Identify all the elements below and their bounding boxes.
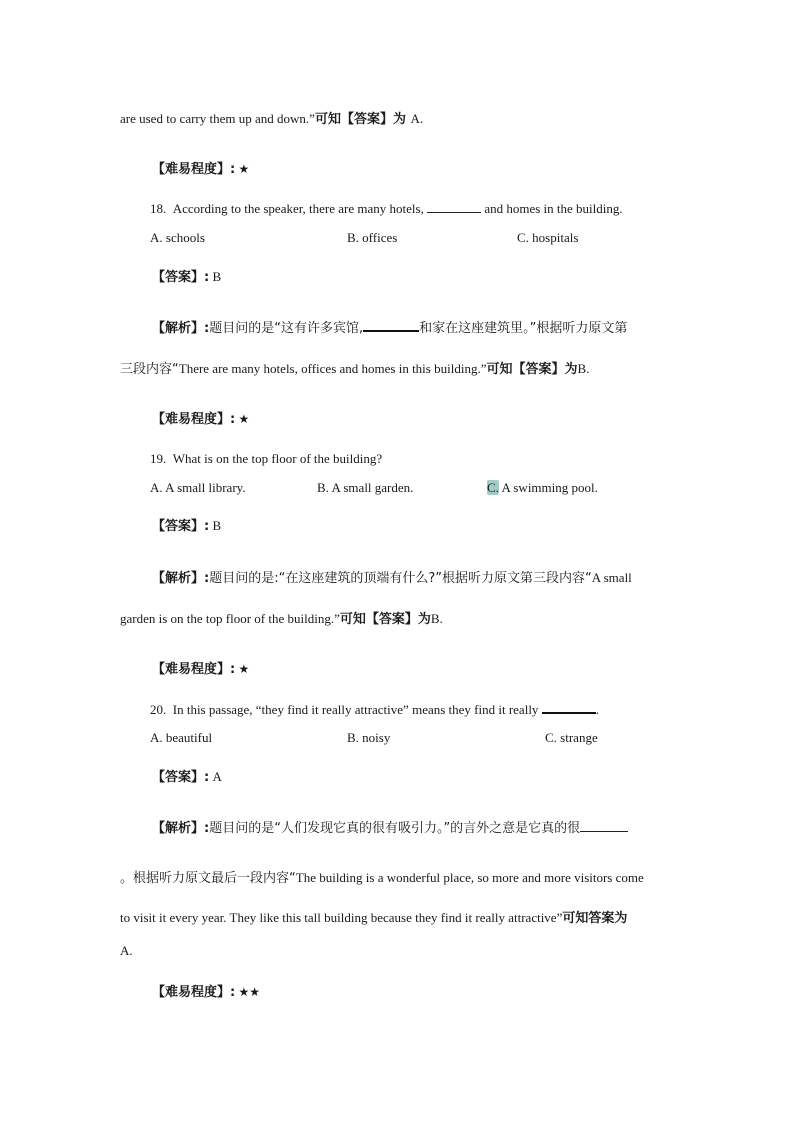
- explanation-conclusion: 可知答案为: [562, 911, 628, 926]
- answer-value: A: [212, 769, 222, 784]
- answer-value: B: [212, 269, 222, 284]
- answer-line: [152, 517, 221, 536]
- explanation-continuation: [120, 909, 627, 928]
- question-number: 18.: [150, 201, 167, 216]
- continuation-chinese: 可知【答案】为: [314, 112, 411, 127]
- continuation-line: [120, 110, 423, 129]
- option-c: C. strange: [545, 730, 598, 745]
- answer-blank: [542, 700, 596, 714]
- explanation-conclusion: 可知【答案】为: [486, 362, 578, 377]
- difficulty-stars: ★★: [238, 985, 260, 999]
- option-a: A. beautiful: [150, 730, 213, 745]
- answer-label: 【答案】:: [152, 519, 210, 534]
- difficulty-line: [152, 160, 249, 179]
- question-number: 20.: [150, 702, 167, 717]
- difficulty-label: 【难易程度】:: [152, 985, 236, 1000]
- difficulty-label: 【难易程度】:: [152, 662, 236, 677]
- answer-blank: [427, 200, 481, 213]
- difficulty-label: 【难易程度】:: [152, 412, 236, 427]
- explanation-quote: to visit it every year. They like this tall building because they find it really attractive”: [120, 910, 563, 925]
- answer-line: [152, 768, 222, 787]
- explanation-text: 。根据听力原文最后一段内容“: [120, 871, 296, 886]
- difficulty-stars: ★: [238, 412, 250, 426]
- question-text: In this passage, “they find it really attractive” means they find it really: [172, 702, 539, 717]
- explanation-quote: There are many hotels, offices and homes in this building.”: [178, 361, 487, 376]
- question-20: [150, 700, 599, 719]
- difficulty-line: [152, 983, 260, 1002]
- question-text: What is on the top floor of the building?: [172, 451, 383, 466]
- explanation-quote: garden is on the top floor of the building.”: [120, 611, 340, 626]
- explanation-line: [152, 318, 627, 338]
- option-b: B. noisy: [347, 730, 391, 745]
- explanation-answer: B.: [577, 361, 590, 376]
- explanation-continuation: [120, 869, 644, 888]
- answer-label: 【答案】:: [152, 770, 210, 785]
- explanation-continuation: [120, 360, 589, 379]
- difficulty-label: 【难易程度】:: [152, 162, 236, 177]
- explanation-label: 【解析】:: [152, 571, 210, 586]
- continuation-english: are used to carry them up and down.”: [120, 111, 315, 126]
- answer-label: 【答案】:: [152, 270, 210, 285]
- explanation-quote: A small: [591, 570, 632, 585]
- option-c-text: A swimming pool.: [498, 480, 598, 495]
- explanation-blank: [363, 318, 419, 332]
- explanation-blank: [580, 819, 628, 832]
- explanation-conclusion: 可知【答案】为: [339, 612, 431, 627]
- explanation-answer: A.: [120, 943, 133, 958]
- explanation-continuation: [120, 610, 443, 629]
- option-b: B. offices: [347, 230, 398, 245]
- explanation-text: 三段内容“: [120, 362, 179, 377]
- difficulty-line: [152, 660, 249, 679]
- explanation-text: 题目问的是:“在这座建筑的顶端有什么?”根据听力原文第三段内容“: [209, 571, 592, 586]
- explanation-answer: B.: [430, 611, 443, 626]
- question-text-end: and homes in the building.: [484, 201, 623, 216]
- option-c: [487, 479, 598, 497]
- option-c: C. hospitals: [517, 230, 579, 245]
- option-a: A. A small library.: [150, 480, 246, 495]
- option-a: A. schools: [150, 230, 205, 245]
- explanation-answer-line: [120, 942, 133, 960]
- difficulty-stars: ★: [238, 662, 250, 676]
- explanation-quote: The building is a wonderful place, so more and more visitors come: [295, 870, 644, 885]
- difficulty-stars: ★: [238, 162, 250, 176]
- option-c-letter: C.: [487, 480, 499, 495]
- explanation-label: 【解析】:: [152, 321, 210, 336]
- answer-line: [152, 268, 221, 287]
- difficulty-line: [152, 410, 249, 429]
- question-18: [150, 200, 623, 218]
- question-19: [150, 450, 382, 468]
- explanation-text: 题目问的是“人们发现它真的很有吸引力。”的言外之意是它真的很: [209, 821, 581, 836]
- explanation-line: [152, 819, 628, 838]
- explanation-line: [152, 569, 632, 588]
- question-number: 19.: [150, 451, 167, 466]
- explanation-label: 【解析】:: [152, 821, 210, 836]
- explanation-text-end: 和家在这座建筑里。”根据听力原文第: [419, 321, 628, 336]
- explanation-text: 题目问的是“这有许多宾馆,: [209, 321, 364, 336]
- answer-value: B: [212, 518, 222, 533]
- option-b: B. A small garden.: [317, 480, 414, 495]
- continuation-answer: A.: [410, 111, 424, 126]
- question-text-end: .: [595, 702, 599, 717]
- question-text: According to the speaker, there are many hotels,: [172, 201, 424, 216]
